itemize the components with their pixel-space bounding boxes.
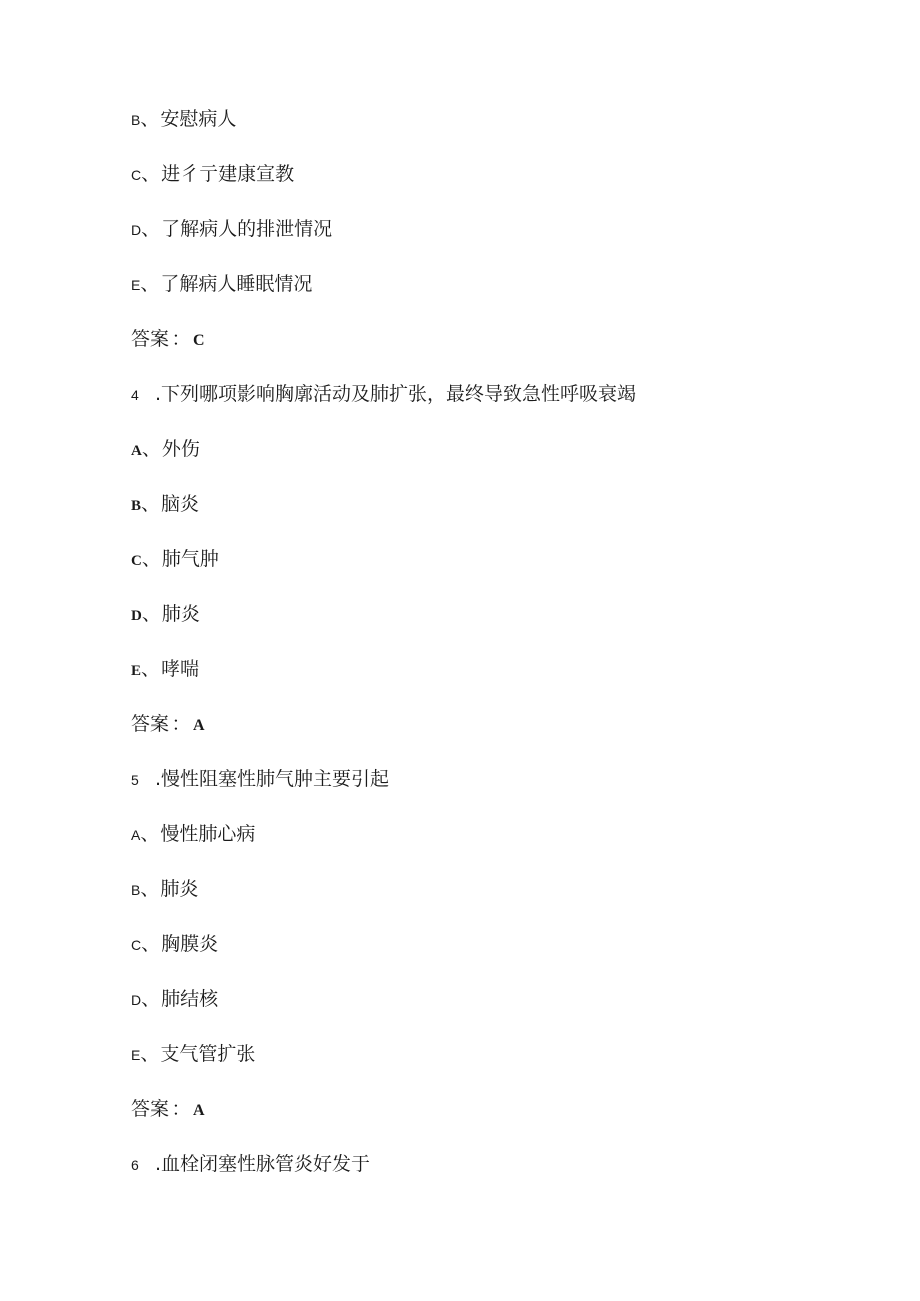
option-line [131, 490, 199, 518]
question-line [131, 1150, 370, 1178]
option-separator: 、 [141, 658, 161, 680]
option-letter: D [131, 992, 142, 1008]
option-letter: B [131, 498, 142, 514]
answer-colon: ： [171, 328, 191, 350]
question-line [131, 765, 389, 793]
option-text: 安慰病人 [160, 108, 237, 130]
question-text: .血栓闭塞性脉管炎好发于 [155, 1153, 371, 1175]
option-letter: C [131, 937, 142, 953]
option-line [131, 1040, 255, 1068]
option-line [131, 215, 332, 243]
option-text: 肺气肿 [161, 548, 219, 570]
option-text: 肺炎 [161, 603, 200, 625]
option-text: 肺结核 [161, 988, 219, 1010]
option-text: 支气管扩张 [160, 1043, 256, 1065]
option-separator: 、 [141, 218, 161, 240]
question-number: 6 [131, 1157, 139, 1173]
option-line [131, 875, 198, 903]
option-text: 进彳亍建康宣教 [161, 163, 295, 185]
option-letter: E [131, 1047, 141, 1063]
option-line [131, 930, 218, 958]
option-separator: 、 [141, 603, 161, 625]
option-line [131, 820, 255, 848]
option-letter: E [131, 277, 141, 293]
answer-value: A [193, 1102, 205, 1119]
question-number: 4 [131, 387, 139, 403]
option-text: 胸膜炎 [161, 933, 219, 955]
answer-colon: ： [171, 713, 191, 735]
option-letter: C [131, 167, 142, 183]
answer-line [131, 325, 205, 353]
answer-value: A [193, 717, 205, 734]
option-separator: 、 [140, 108, 160, 130]
option-separator: 、 [141, 163, 161, 185]
option-text: 脑炎 [161, 493, 200, 515]
option-letter: A [131, 827, 141, 843]
option-letter: D [131, 222, 142, 238]
answer-label: 答案 [131, 713, 170, 735]
option-separator: 、 [141, 988, 161, 1010]
option-text: 了解病人的排泄情况 [161, 218, 333, 240]
answer-value: C [193, 332, 205, 349]
option-line [131, 160, 294, 188]
option-letter: D [131, 608, 142, 624]
option-separator: 、 [140, 1043, 160, 1065]
option-line [131, 545, 219, 573]
option-text: 外伤 [161, 438, 200, 460]
option-text: 肺炎 [160, 878, 199, 900]
answer-label: 答案 [131, 1098, 170, 1120]
answer-colon: ： [171, 1098, 191, 1120]
option-separator: 、 [141, 438, 161, 460]
option-line [131, 270, 312, 298]
option-letter: B [131, 112, 141, 128]
option-separator: 、 [141, 933, 161, 955]
option-line [131, 435, 200, 463]
option-line [131, 105, 236, 133]
answer-label: 答案 [131, 328, 170, 350]
option-separator: 、 [140, 273, 160, 295]
option-letter: A [131, 443, 142, 459]
option-text: 哮喘 [161, 658, 200, 680]
question-text: .慢性阻塞性肺气肿主要引起 [155, 768, 390, 790]
option-letter: C [131, 553, 142, 569]
option-text: 慢性肺心病 [160, 823, 256, 845]
option-letter: E [131, 663, 142, 679]
answer-line [131, 710, 205, 738]
option-separator: 、 [141, 493, 161, 515]
question-number: 5 [131, 772, 139, 788]
option-line [131, 655, 199, 683]
option-letter: B [131, 882, 141, 898]
option-separator: 、 [140, 823, 160, 845]
question-text: .下列哪项影响胸廓活动及肺扩张，最终导致急性呼吸衰竭 [155, 383, 637, 405]
option-separator: 、 [140, 878, 160, 900]
option-line [131, 600, 200, 628]
option-separator: 、 [141, 548, 161, 570]
option-line [131, 985, 218, 1013]
question-line [131, 380, 636, 408]
answer-line [131, 1095, 205, 1123]
option-text: 了解病人睡眠情况 [160, 273, 313, 295]
